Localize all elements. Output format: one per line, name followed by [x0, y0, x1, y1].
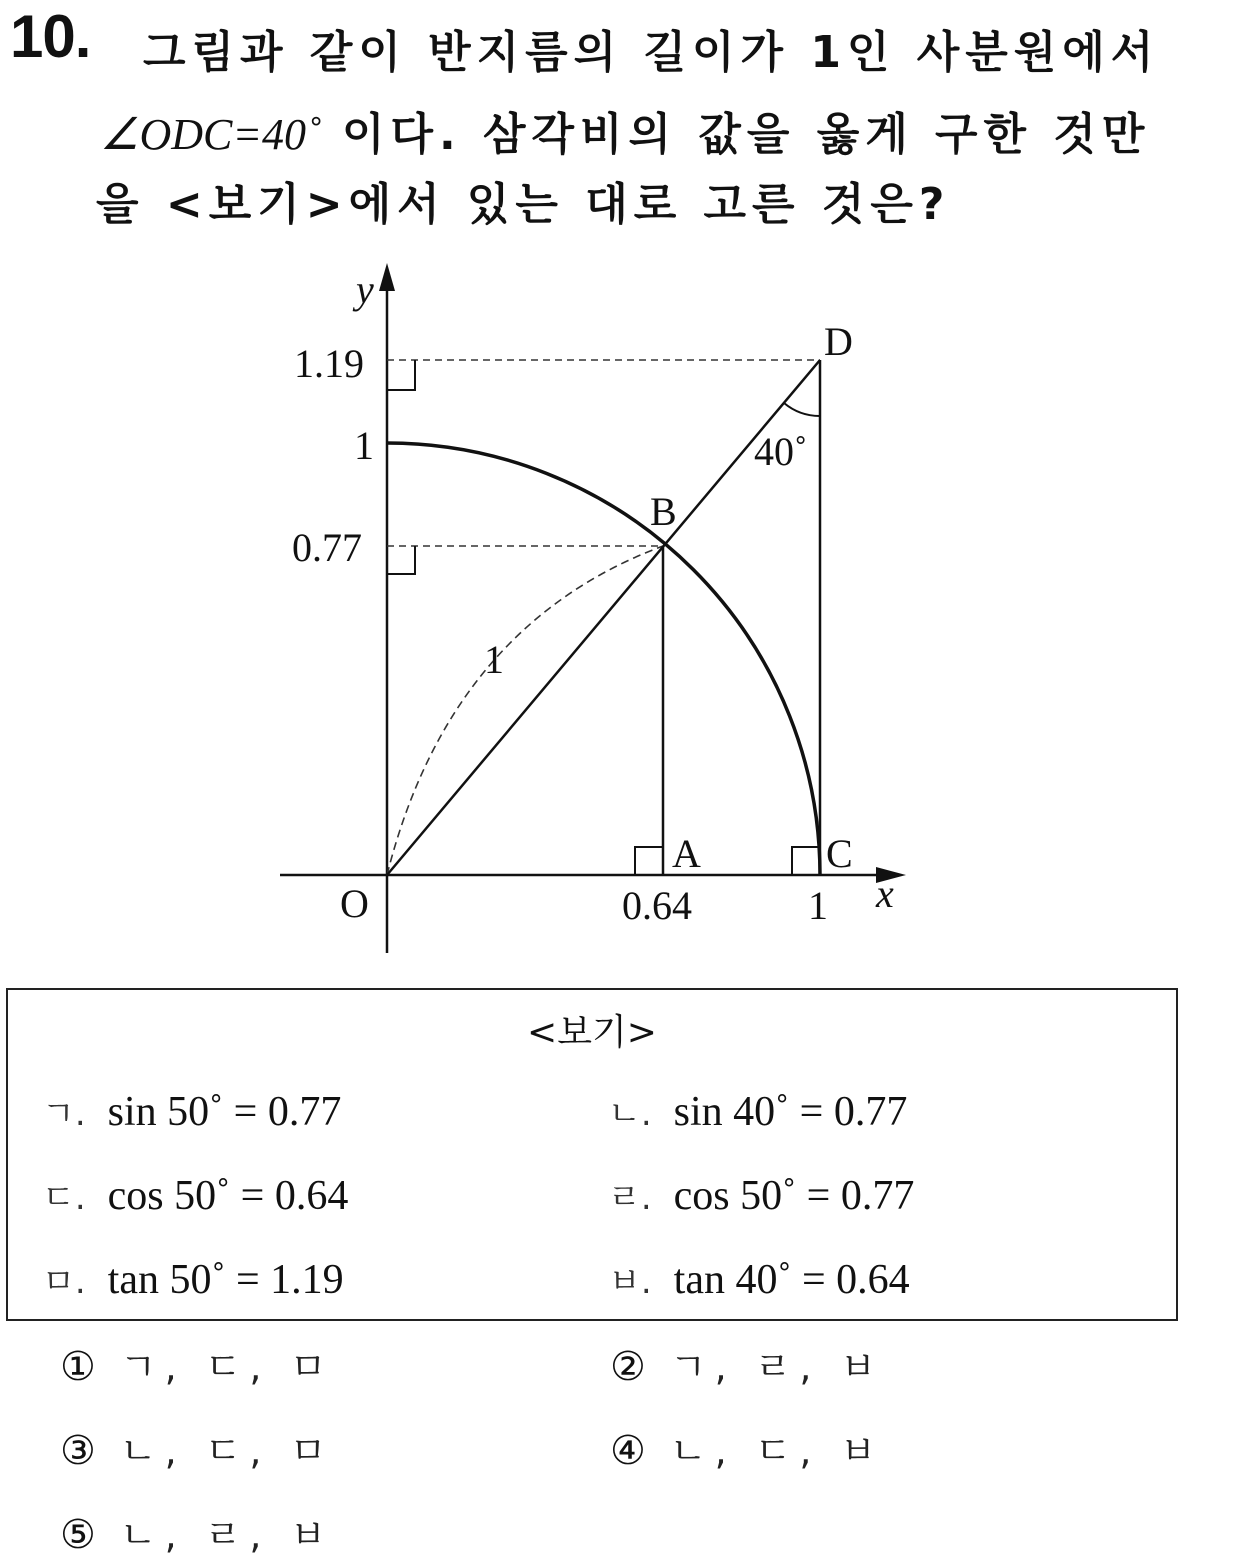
bogi-item-expr: cos 50˚ = 0.64: [107, 1173, 349, 1219]
quarter-circle-figure: [270, 255, 920, 960]
bogi-item-mieum: [42, 1254, 344, 1304]
bogi-item-expr: sin 40˚ = 0.77: [673, 1089, 908, 1135]
point-o-label: O: [340, 881, 369, 926]
bogi-item-giyeok: [42, 1086, 341, 1136]
point-a-label: A: [672, 831, 701, 876]
right-angle-marker-c: [792, 847, 820, 875]
angle-40-label: 40˚: [754, 429, 808, 474]
right-angle-marker-y119: [387, 360, 415, 390]
bogi-item-rieul: [608, 1170, 914, 1220]
x-tick-064: 0.64: [622, 883, 692, 928]
y-tick-119: 1.19: [294, 341, 364, 386]
bogi-box: [6, 988, 1178, 1321]
choice-answer: ㄴ, ㄷ, ㅁ: [119, 1429, 335, 1473]
choice-2[interactable]: [610, 1336, 884, 1391]
choice-number: ③: [60, 1428, 96, 1474]
y-tick-1: 1: [354, 423, 374, 468]
bogi-item-label: ㄴ.: [608, 1094, 652, 1134]
bogi-item-label: ㅂ.: [608, 1262, 652, 1302]
choice-1[interactable]: [60, 1336, 334, 1391]
choice-number: ④: [610, 1428, 646, 1474]
choice-3[interactable]: [60, 1420, 334, 1475]
choice-answer: ㄴ, ㄷ, ㅂ: [669, 1429, 885, 1473]
radius-label: 1: [484, 637, 504, 682]
bogi-item-expr: tan 40˚ = 0.64: [673, 1257, 910, 1303]
question-line-2: [100, 98, 1150, 162]
bogi-item-label: ㄱ.: [42, 1094, 86, 1134]
choice-number: ②: [610, 1344, 646, 1390]
choice-5[interactable]: [60, 1504, 334, 1559]
right-angle-marker-a: [635, 847, 663, 875]
bogi-item-label: ㄷ.: [42, 1178, 86, 1218]
bogi-item-bieup: [608, 1254, 910, 1304]
point-c-label: C: [826, 831, 853, 876]
right-angle-marker-y077: [387, 546, 415, 574]
choice-answer: ㄱ, ㄹ, ㅂ: [669, 1345, 885, 1389]
choice-4[interactable]: [610, 1420, 884, 1475]
y-tick-077: 0.77: [292, 525, 362, 570]
question-number: 10.: [10, 3, 91, 70]
bogi-item-digeut: [42, 1170, 348, 1220]
question-line-2-text: 이다. 삼각비의 값을 옳게 구한 것만: [320, 109, 1151, 160]
y-axis-label: y: [356, 267, 374, 312]
question-line-3: 을 <보기>에서 있는 대로 고른 것은?: [96, 179, 951, 230]
point-d-label: D: [824, 319, 853, 364]
bogi-item-expr: sin 50˚ = 0.77: [107, 1089, 342, 1135]
y-axis-arrow: [379, 263, 395, 291]
bogi-item-label: ㅁ.: [42, 1262, 86, 1302]
choice-answer: ㄱ, ㄷ, ㅁ: [119, 1345, 335, 1389]
angle-expression: ∠ODC=40˚: [100, 110, 321, 159]
bogi-item-expr: cos 50˚ = 0.77: [673, 1173, 915, 1219]
choice-number: ⑤: [60, 1512, 96, 1558]
choice-answer: ㄴ, ㄹ, ㅂ: [119, 1513, 335, 1557]
angle-arc-d: [784, 403, 820, 416]
x-tick-1: 1: [808, 883, 828, 928]
question-line-1: 그림과 같이 반지름의 길이가 1인 사분원에서: [143, 27, 1160, 78]
bogi-item-expr: tan 50˚ = 1.19: [107, 1257, 344, 1303]
quarter-circle-arc: [387, 443, 820, 875]
bogi-title: <보기>: [527, 1012, 657, 1053]
point-b-label: B: [650, 489, 677, 534]
bogi-item-nieun: [608, 1086, 907, 1136]
bogi-item-label: ㄹ.: [608, 1178, 652, 1218]
choice-number: ①: [60, 1344, 96, 1390]
x-axis-label: x: [876, 871, 894, 916]
